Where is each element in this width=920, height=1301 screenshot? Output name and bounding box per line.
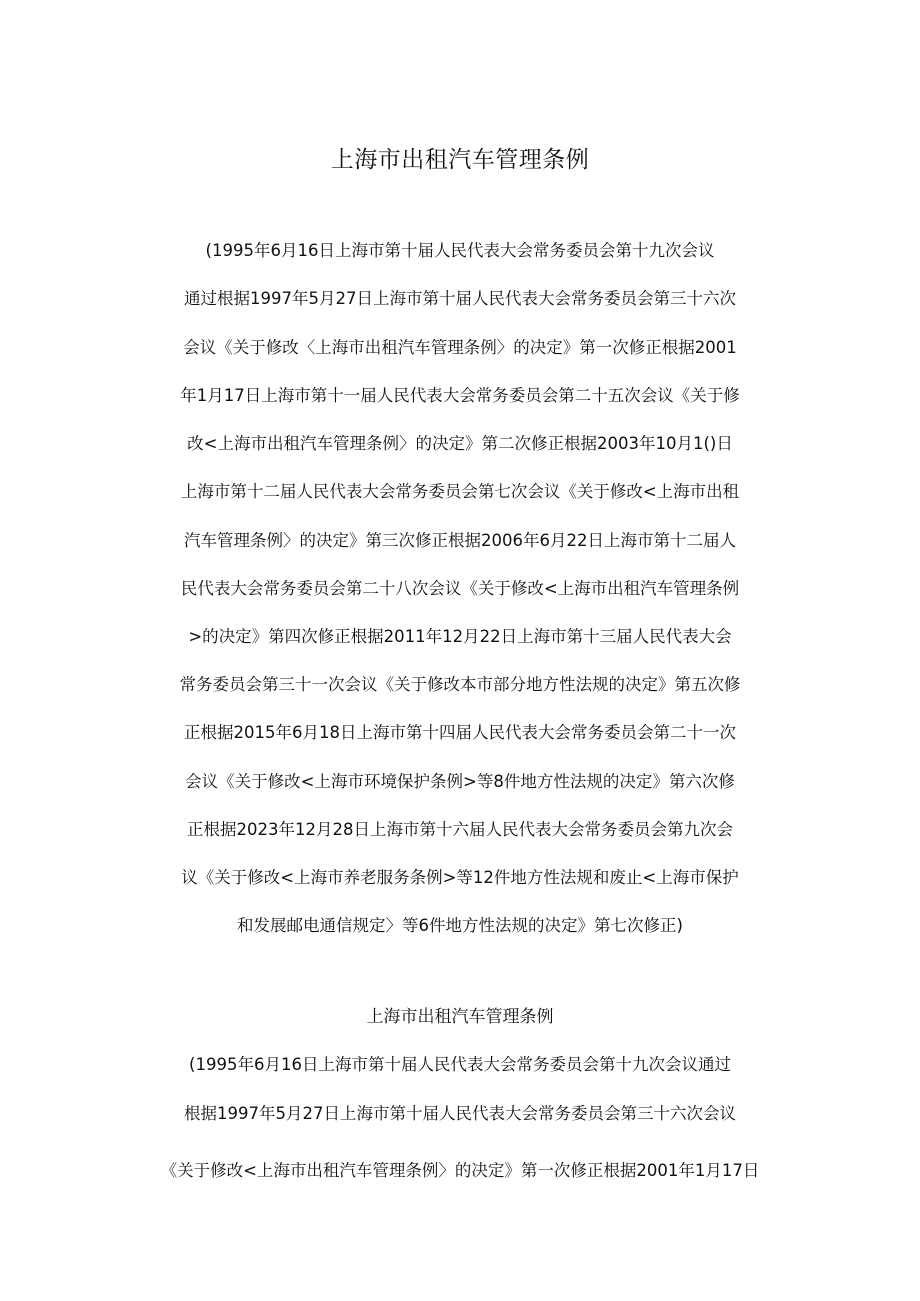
preamble-line: 常务委员会第三十一次会议《关于修改本市部分地方性法规的决定》第五次修 [179, 675, 741, 694]
preamble-line: 会议《关于修改<上海市环境保护条例>等8件地方性法规的决定》第六次修 [185, 772, 735, 791]
preamble-line: 改<上海市出租汽车管理条例〉的决定》第二次修正根据2003年10月1()日 [187, 434, 733, 453]
preamble-line: 正根据2023年12月28日上海市第十六届人民代表大会常务委员会第九次会 [187, 820, 733, 839]
preamble-line: 和发展邮电通信规定〉等6件地方性法规的决定》第七次修正) [237, 916, 683, 935]
preamble-line: 通过根据1997年5月27日上海市第十届人民代表大会常务委员会第三十六次 [184, 289, 736, 308]
preamble-line: 正根据2015年6月18日上海市第十四届人民代表大会常务委员会第二十一次 [184, 723, 736, 742]
second-preamble-line: (1995年6月16日上海市第十届人民代表大会常务委员会第十九次会议通过 [189, 1055, 731, 1074]
preamble-line: 年1月17日上海市第十一届人民代表大会常务委员会第二十五次会议《关于修 [180, 386, 740, 405]
preamble-line: 会议《关于修改〈上海市出租汽车管理条例〉的决定》第一次修正根据2001 [183, 338, 737, 357]
preamble-line: 上海市第十二届人民代表大会常务委员会第七次会议《关于修改<上海市出租 [180, 482, 740, 501]
document-title: 上海市出租汽车管理条例 [330, 147, 590, 173]
preamble-line: >的决定》第四次修正根据2011年12月22日上海市第十三届人民代表大会 [188, 627, 732, 646]
preamble-line: 议《关于修改<上海市养老服务条例>等12件地方性法规和废止<上海市保护 [181, 868, 739, 887]
preamble-line: (1995年6月16日上海市第十届人民代表大会常务委员会第十九次会议 [205, 241, 715, 260]
preamble-line: 民代表大会常务委员会第二十八次会议《关于修改<上海市出租汽车管理条例 [180, 579, 740, 598]
document-subtitle: 上海市出租汽车管理条例 [366, 1007, 554, 1027]
preamble-line: 汽车管理条例〉的决定》第三次修正根据2006年6月22日上海市第十二届人 [184, 531, 736, 550]
second-preamble-line: 《关于修改<上海市出租汽车管理条例〉的决定》第一次修正根据2001年1月17日 [160, 1161, 760, 1180]
second-preamble-line: 根据1997年5月27日上海市第十届人民代表大会常务委员会第三十六次会议 [184, 1104, 736, 1123]
